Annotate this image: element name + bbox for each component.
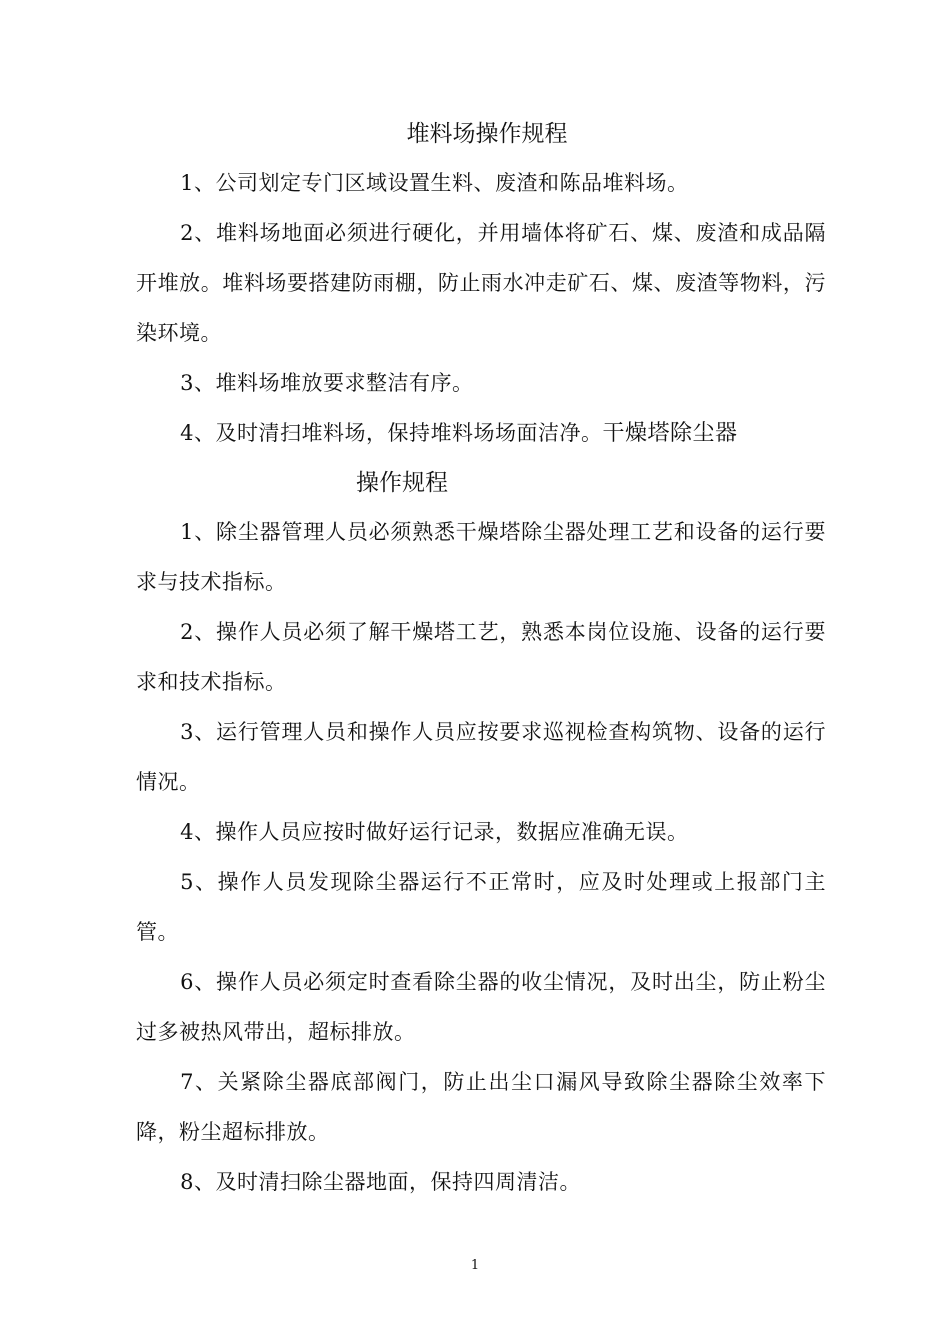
item-number: 3 [180,371,194,395]
item-number: 4 [180,421,194,445]
item-text: 、公司划定专门区域设置生料、废渣和陈品堆料场。 [193,171,689,195]
item-text: 、操作人员应按时做好运行记录，数据应准确无误。 [193,820,689,844]
section2-heading-inline: 干燥塔除尘器 [602,421,738,446]
item-number: 6 [180,970,194,994]
item-number: 1 [180,520,194,544]
section1-item-2 [136,208,826,358]
item-text: 、堆料场堆放要求整洁有序。 [193,371,474,395]
section1-item-1 [136,158,826,208]
item-number: 5 [180,870,194,894]
document-body [136,110,826,1207]
section2-subtitle: 操作规程 [356,470,448,496]
section2-item-7 [136,1057,826,1157]
item-text: 、操作人员必须定时查看除尘器的收尘情况，及时出尘，防止粉尘过多被热风带出，超标排放。 [136,970,826,1044]
item-text: 、操作人员发现除尘器运行不正常时，应及时处理或上报部门主管。 [136,870,826,944]
section2-item-3 [136,707,826,807]
item-text: 、堆料场地面必须进行硬化，并用墙体将矿石、煤、废渣和成品隔开堆放。堆料场要搭建防雨棚，防止雨水冲走矿石、煤、废渣等物料，污染环境。 [136,221,826,345]
item-text: 、运行管理人员和操作人员应按要求巡视检查构筑物、设备的运行情况。 [136,720,826,794]
item-number: 4 [180,820,194,844]
item-number: 1 [180,171,194,195]
item-number: 8 [180,1170,194,1194]
section1-item-4 [136,408,826,459]
section1-item-3 [136,358,826,408]
item-text: 、关紧除尘器底部阀门，防止出尘口漏风导致除尘器除尘效率下降，粉尘超标排放。 [136,1070,826,1144]
section2-item-5 [136,857,826,957]
item-number: 2 [180,221,194,245]
section2-item-6 [136,957,826,1057]
item-number: 3 [180,720,194,744]
item-number: 7 [180,1070,194,1094]
document-title: 堆料场操作规程 [406,121,568,147]
item-text: 、及时清扫除尘器地面，保持四周清洁。 [193,1170,581,1194]
section2-item-8 [136,1157,826,1207]
section2-item-2 [136,607,826,707]
item-number: 2 [180,620,194,644]
section2-item-1 [136,507,826,607]
section2-item-4 [136,807,826,857]
item-text: 、及时清扫堆料场，保持堆料场场面洁净。 [193,421,603,445]
page-number: 1 [470,1258,480,1273]
item-text: 、除尘器管理人员必须熟悉干燥塔除尘器处理工艺和设备的运行要求与技术指标。 [136,520,826,594]
item-text: 、操作人员必须了解干燥塔工艺，熟悉本岗位设施、设备的运行要求和技术指标。 [136,620,826,694]
